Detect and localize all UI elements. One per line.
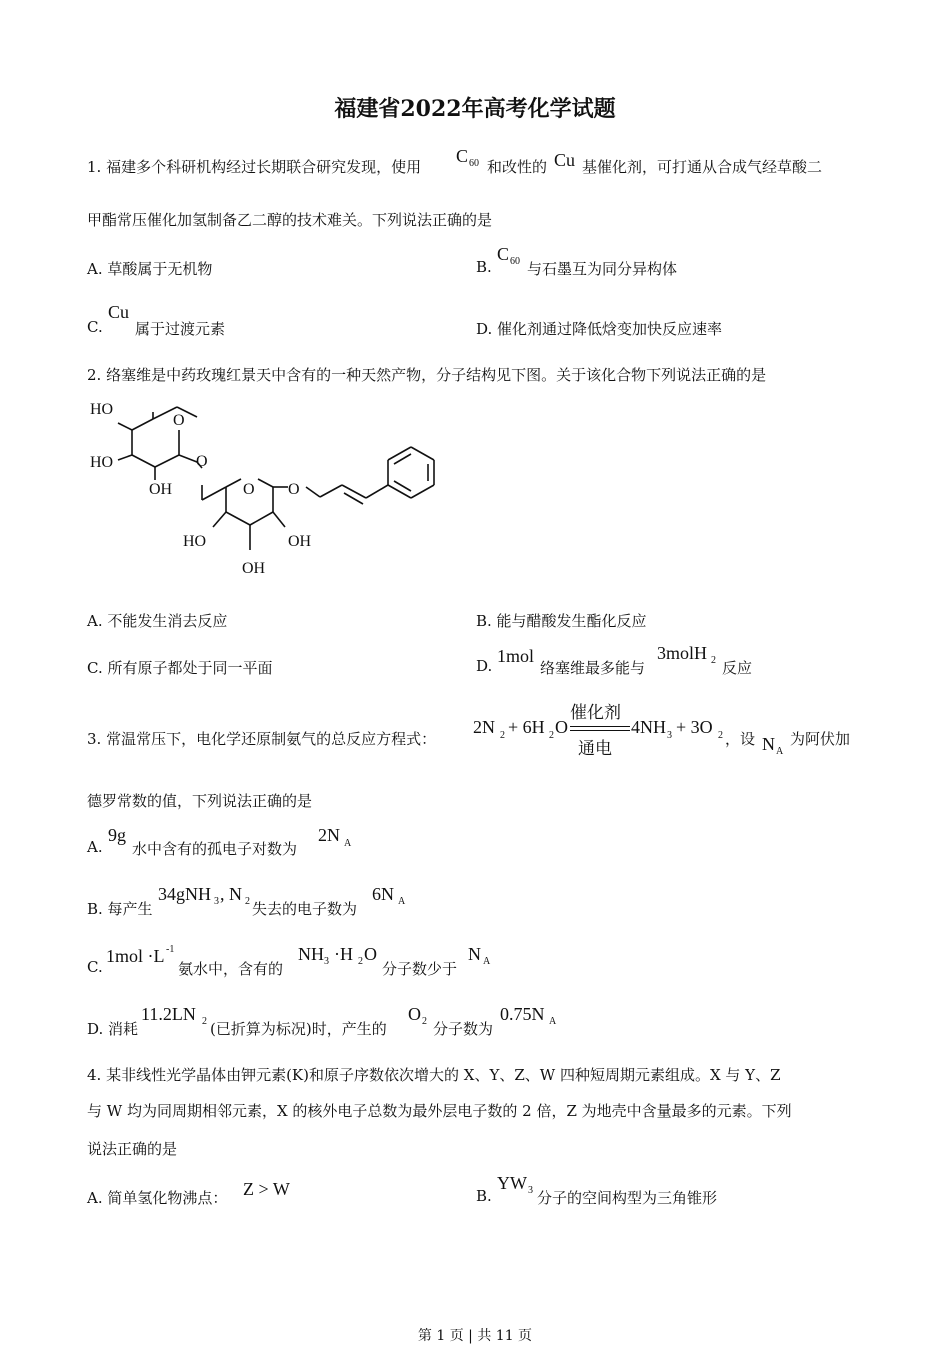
q2-option-c: C. 所有原子都处于同一平面 — [87, 659, 273, 677]
q3-option-b-sub: A — [398, 896, 406, 907]
q3-option-a-mass: 9g — [108, 825, 126, 845]
q3-option-c-na: N — [468, 944, 481, 964]
equation-sub: 3 — [667, 730, 672, 741]
q2-option-d-text1: 络塞维最多能与 — [540, 659, 646, 677]
q4-stem-line1: 4. 某非线性光学晶体由钾元素(K)和原子序数依次增大的 X、Y、Z、W 四种短周期元素组成。X 与 Y、Z — [87, 1066, 781, 1084]
q3-option-c-label: C. — [87, 958, 103, 976]
q1-option-a: A. 草酸属于无机物 — [87, 260, 213, 278]
q2-option-d-mol: 1mol — [497, 646, 535, 666]
equation-sub: 2 — [549, 730, 554, 741]
hydroxyl-label: HO — [90, 454, 114, 471]
q1-option-b-sub: 60 — [510, 256, 520, 267]
q3-option-d-text0: D. 消耗 — [87, 1020, 139, 1038]
ether-oxygen-label: O — [196, 453, 208, 470]
q3-option-a-sub: A — [344, 838, 352, 849]
hydroxyl-label: OH — [242, 560, 266, 577]
q4-option-a-expr: Z > W — [243, 1179, 290, 1199]
q2-option-a: A. 不能发生消去反应 — [87, 612, 228, 630]
condition-catalyst: 催化剂 — [570, 703, 621, 723]
q1-stem-part2: 和改性的 — [487, 158, 548, 176]
page-footer: 第 1 页 | 共 11 页 — [417, 1328, 533, 1344]
q2-option-d-sub: 2 — [711, 655, 716, 666]
q3-option-c-sup: -1 — [166, 944, 175, 955]
equation-n2: 2N — [473, 717, 495, 737]
q3-option-b-text1: 失去的电子数为 — [252, 900, 358, 918]
q3-option-c-h: ·H — [334, 944, 353, 964]
molecular-structure — [80, 390, 450, 585]
q3-option-b-nh3: 34gNH — [158, 884, 211, 904]
q4-option-b-text: 分子的空间构型为三角锥形 — [537, 1189, 718, 1207]
q1-option-d: D. 催化剂通过降低焓变加快反应速率 — [476, 320, 723, 338]
q3-na-sub: A — [776, 746, 784, 757]
q3-stem-line2: 德罗常数的值，下列说法正确的是 — [87, 792, 313, 810]
q3-option-a-label: A. — [87, 838, 103, 856]
q3-option-d-value: 0.75N — [500, 1004, 545, 1024]
q3-option-a-text: 水中含有的孤电子对数为 — [132, 840, 298, 858]
q3-stem-part2: ，设 — [725, 730, 756, 748]
equation-o2: + 3O — [676, 717, 713, 737]
q2-option-d-h2: 3molH — [657, 643, 708, 663]
q1-option-b-label: B. — [476, 258, 492, 276]
q3-option-c-text1: 氨水中，含有的 — [178, 960, 284, 978]
q3-option-d-text1: (已折算为标况)时，产生的 — [210, 1020, 387, 1038]
q3-option-d-text2: 分子数为 — [433, 1020, 494, 1038]
q3-option-b-n2: , N — [220, 884, 242, 904]
q1-option-c-text: 属于过渡元素 — [135, 320, 226, 338]
ring-oxygen-label: O — [173, 412, 185, 429]
q3-option-d-sub: 2 — [202, 1016, 207, 1027]
q3-option-d-sub: 2 — [422, 1016, 427, 1027]
q3-option-d-o2: O — [408, 1004, 421, 1024]
q2-option-d-text2: 反应 — [722, 659, 753, 677]
q1-c60: C — [456, 146, 469, 166]
q4-stem-line3: 说法正确的是 — [87, 1140, 178, 1158]
q1-c60-sub: 60 — [469, 158, 479, 169]
q4-option-a-text: A. 简单氢化物沸点： — [87, 1189, 228, 1207]
page-title: 福建省2022年高考化学试题 — [334, 96, 616, 122]
equation-sub: 2 — [718, 730, 723, 741]
q2-option-d-label: D. — [476, 657, 493, 675]
q2-option-b: B. 能与醋酸发生酯化反应 — [476, 612, 647, 630]
q3-option-c-conc: 1mol ·L — [106, 946, 165, 966]
q3-option-c-text2: 分子数少于 — [382, 960, 458, 978]
q1-option-c-cu: Cu — [108, 302, 130, 322]
q3-option-b-sub: 3 — [214, 896, 219, 907]
hydroxyl-label: OH — [149, 481, 173, 498]
equation-arrow-line — [570, 730, 630, 731]
equation-o: O — [555, 717, 568, 737]
equation-nh3: 4NH — [631, 717, 666, 737]
ether-oxygen-label: O — [288, 481, 300, 498]
ring-oxygen-label: O — [243, 481, 255, 498]
q3-option-b-sub: 2 — [245, 896, 250, 907]
q3-option-c-nh3: NH — [298, 944, 324, 964]
q3-option-d-n2: 11.2LN — [141, 1004, 196, 1024]
q3-stem-part3: 为阿伏加 — [790, 730, 851, 748]
equation-arrow-line — [570, 726, 630, 727]
q3-option-d-sub: A — [549, 1016, 557, 1027]
equation-sub: 2 — [500, 730, 505, 741]
q3-option-a-value: 2N — [318, 825, 340, 845]
q1-stem-part1: 1. 福建多个科研机构经过长期联合研究发现，使用 — [87, 158, 422, 176]
q3-stem-part1: 3. 常温常压下，电化学还原制氨气的总反应方程式： — [87, 730, 437, 748]
q1-option-b-c: C — [497, 244, 510, 264]
q4-stem-line2: 与 W 均为同周期相邻元素，X 的核外电子总数为最外层电子数的 2 倍，Z 为地壳中含量最多的元素。下列 — [87, 1102, 792, 1120]
q3-na: N — [762, 734, 775, 754]
q1-stem-line2: 甲酯常压催化加氢制备乙二醇的技术难关。下列说法正确的是 — [87, 211, 493, 229]
hydroxyl-label: HO — [183, 533, 207, 550]
q3-option-c-sub: 2 — [358, 956, 363, 967]
q4-option-b-label: B. — [476, 1187, 492, 1205]
q1-stem-part3: 基催化剂，可打通从合成气经草酸二 — [582, 158, 823, 176]
q1-cu: Cu — [554, 150, 576, 170]
hydroxyl-label: HO — [90, 401, 114, 418]
equation-h2o: + 6H — [508, 717, 545, 737]
q3-option-c-sub: A — [483, 956, 491, 967]
q3-option-c-o: O — [364, 944, 377, 964]
q4-option-b-sub: 3 — [528, 1185, 533, 1196]
q3-option-b-text0: B. 每产生 — [87, 900, 153, 918]
q3-option-b-value: 6N — [372, 884, 394, 904]
q4-option-b-yw3: YW — [497, 1173, 527, 1193]
q1-option-c-label: C. — [87, 318, 103, 336]
q2-stem: 2. 络塞维是中药玫瑰红景天中含有的一种天然产物，分子结构见下图。关于该化合物下列说法正确的是 — [87, 366, 767, 384]
condition-electricity: 通电 — [578, 739, 612, 759]
q3-option-c-sub: 3 — [324, 956, 329, 967]
q1-option-b-text: 与石墨互为同分异构体 — [527, 260, 678, 278]
hydroxyl-label: OH — [288, 533, 312, 550]
